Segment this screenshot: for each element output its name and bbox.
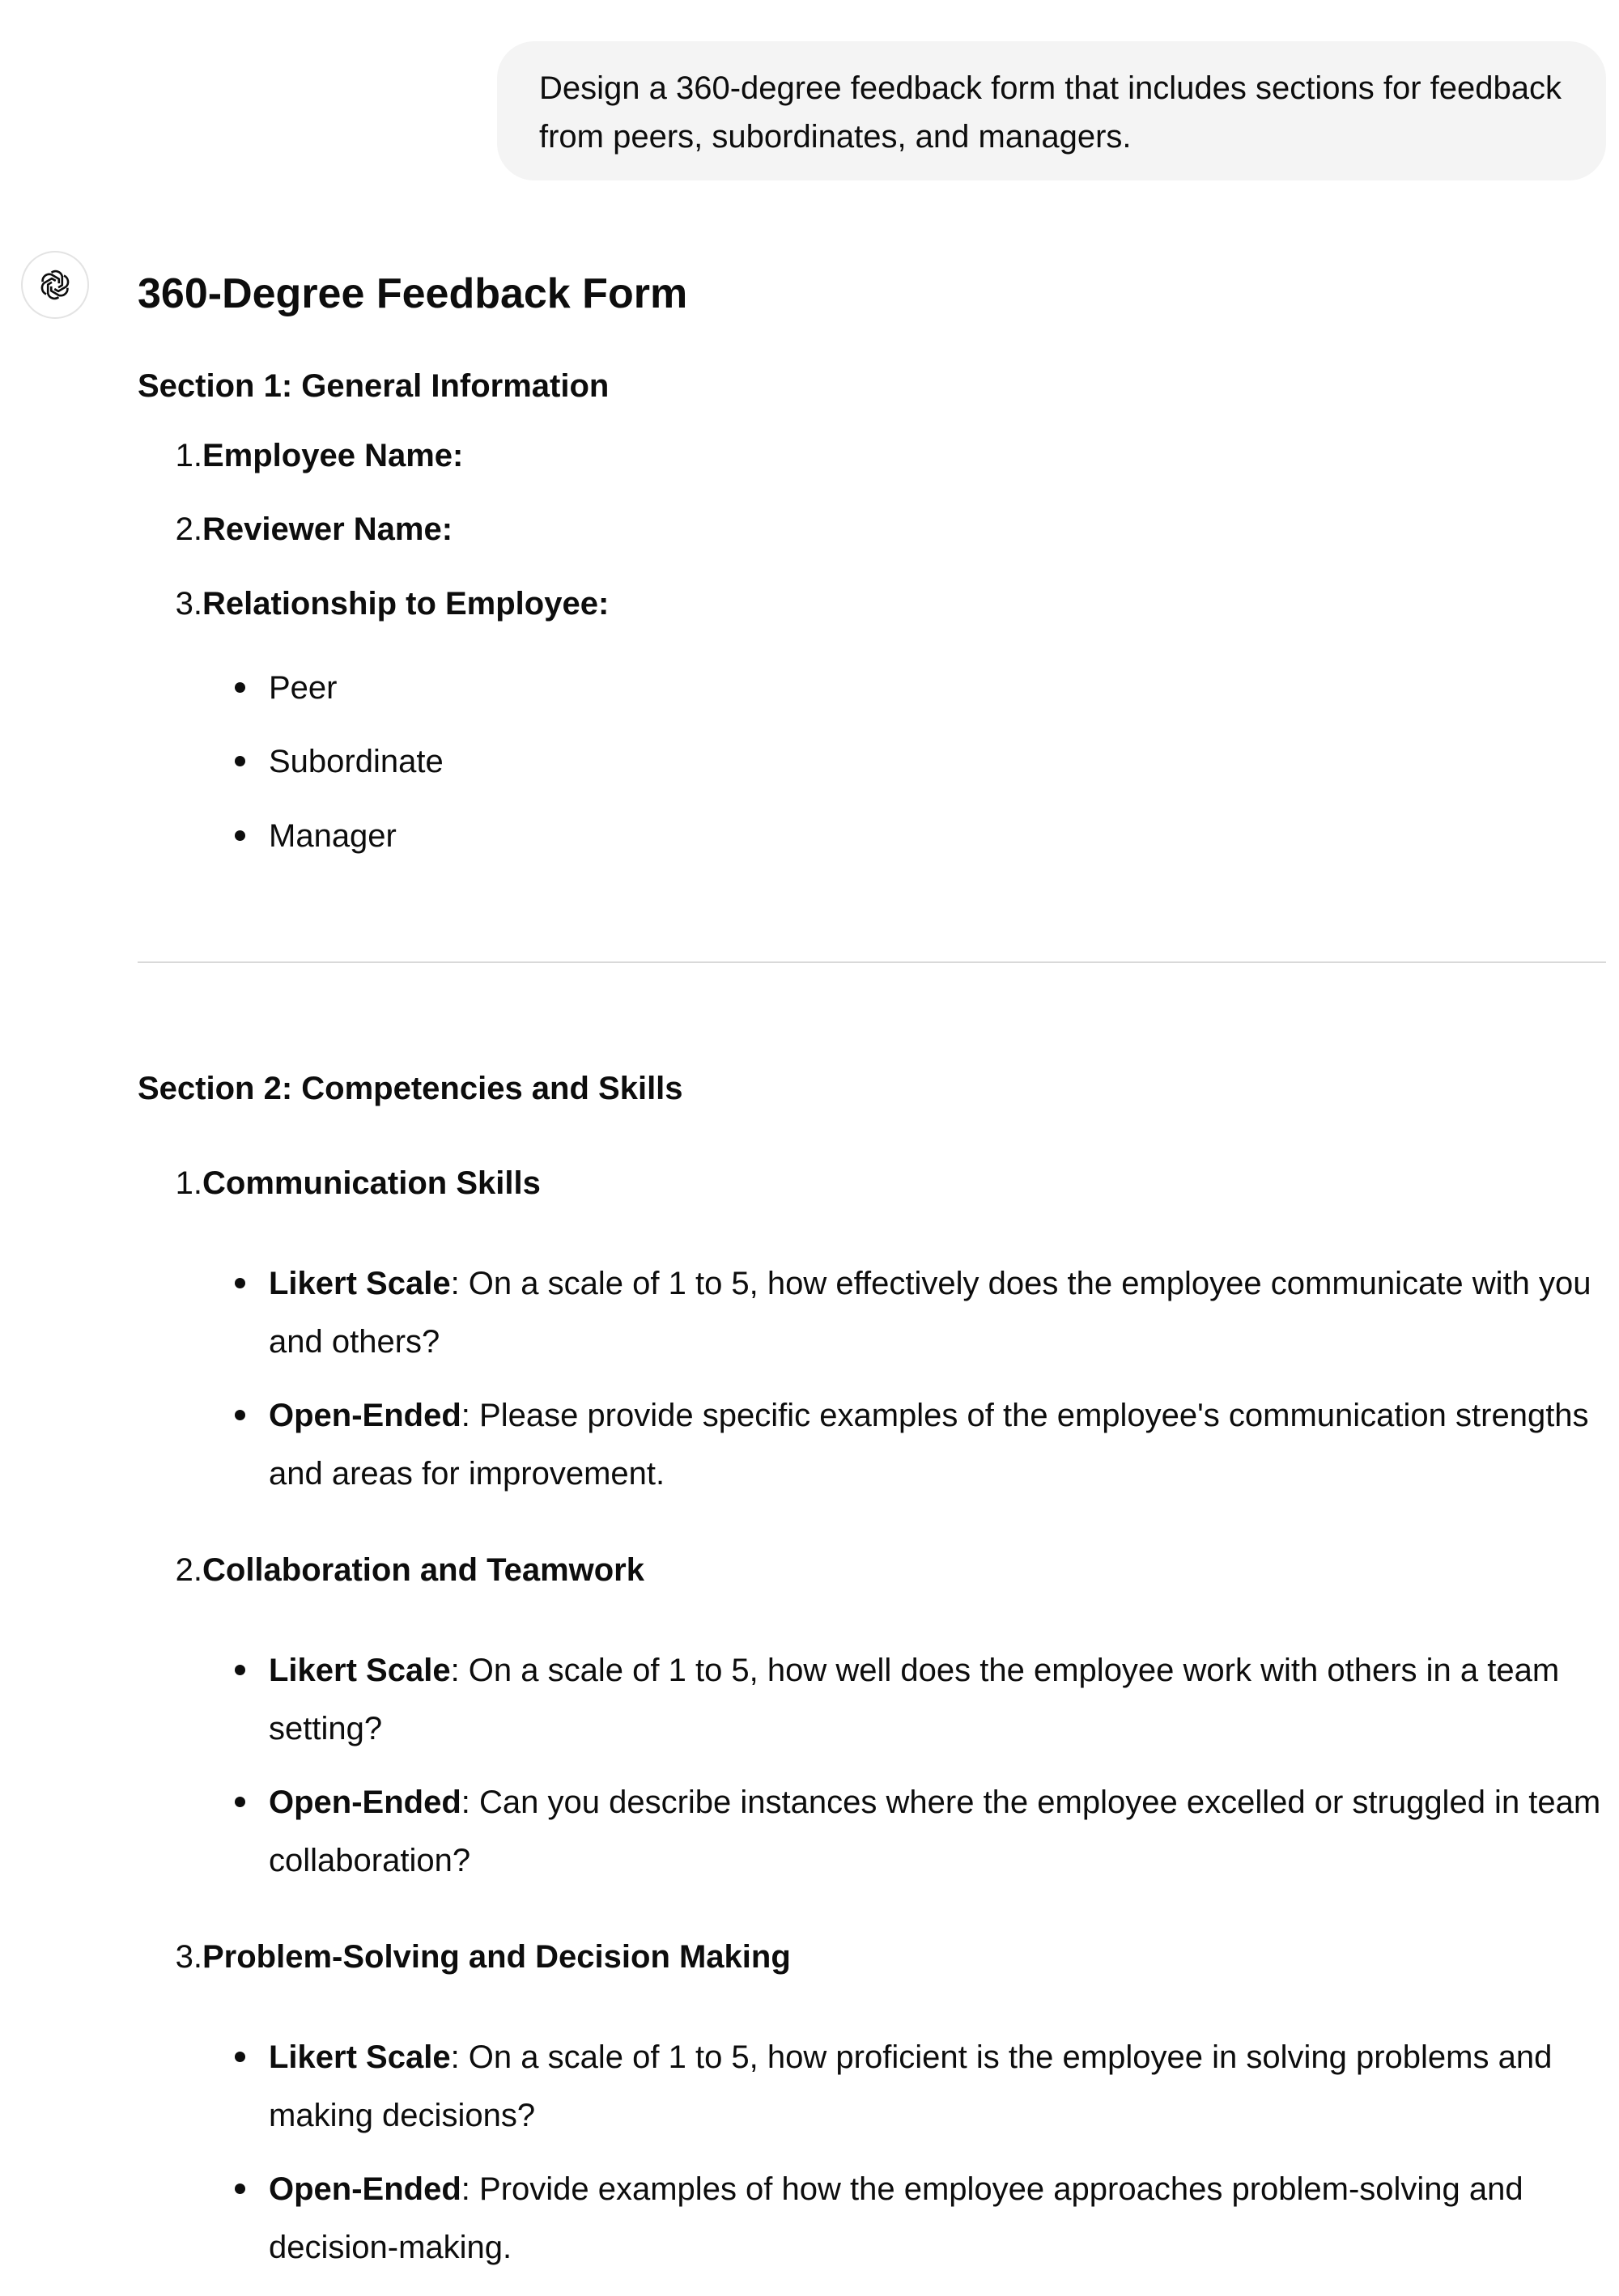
- list-number: 1.: [175, 438, 202, 473]
- section-2-heading: Section 2: Competencies and Skills: [138, 1071, 683, 1106]
- list-item: [138, 431, 464, 480]
- list-number: 2.: [175, 511, 202, 547]
- competency-item: [138, 1933, 791, 1981]
- bullet-dot: [235, 1797, 245, 1807]
- competency-item: [138, 1546, 644, 1594]
- open-ended-question: Open-Ended: Provide examples of how the employee approaches problem-solving and decision-making.: [202, 2160, 1606, 2277]
- relationship-option-peer: Peer: [202, 659, 1606, 717]
- section-1-heading: Section 1: General Information: [138, 368, 610, 404]
- list-number: 1.: [175, 1165, 202, 1201]
- bullet-dot: [235, 682, 245, 693]
- field-label-reviewer-name: Reviewer Name:: [202, 511, 453, 547]
- likert-question: Likert Scale: On a scale of 1 to 5, how well does the employee work with others in a team setting?: [202, 1641, 1606, 1758]
- bullet-dot: [235, 830, 245, 841]
- list-item: [138, 505, 453, 554]
- relationship-option-subordinate: Subordinate: [202, 732, 1606, 791]
- field-label-relationship: Relationship to Employee:: [202, 586, 610, 622]
- likert-question: Likert Scale: On a scale of 1 to 5, how effectively does the employee communicate with you and others?: [202, 1254, 1606, 1371]
- relationship-option-manager: Manager: [202, 807, 1606, 865]
- openai-logo-icon: [36, 265, 74, 304]
- assistant-avatar: [21, 251, 89, 319]
- field-label-employee-name: Employee Name:: [202, 438, 464, 473]
- list-number: 3.: [175, 1939, 202, 1975]
- bullet-dot: [235, 1278, 245, 1288]
- user-message-bubble: [497, 41, 1606, 180]
- form-title: 360-Degree Feedback Form: [138, 270, 688, 317]
- list-item: [138, 579, 610, 628]
- section-divider: [138, 961, 1606, 963]
- competency-item: [138, 1159, 541, 1207]
- bullet-dot: [235, 2184, 245, 2194]
- bullet-dot: [235, 2052, 245, 2062]
- bullet-dot: [235, 756, 245, 766]
- list-number: 3.: [175, 586, 202, 622]
- competency-title: Problem-Solving and Decision Making: [202, 1939, 791, 1975]
- likert-question: Likert Scale: On a scale of 1 to 5, how proficient is the employee in solving problems and making decisions?: [202, 2028, 1606, 2145]
- bullet-dot: [235, 1410, 245, 1420]
- user-message-text: Design a 360-degree feedback form that includes sections for feedback from peers, subordinates, and managers.: [539, 70, 1562, 155]
- open-ended-question: Open-Ended: Please provide specific examples of the employee's communication strengths and areas for improvement.: [202, 1386, 1606, 1503]
- competency-title: Collaboration and Teamwork: [202, 1552, 644, 1588]
- open-ended-question: Open-Ended: Can you describe instances where the employee excelled or struggled in team collaboration?: [202, 1773, 1606, 1890]
- bullet-dot: [235, 1665, 245, 1675]
- list-number: 2.: [175, 1552, 202, 1588]
- competency-title: Communication Skills: [202, 1165, 541, 1201]
